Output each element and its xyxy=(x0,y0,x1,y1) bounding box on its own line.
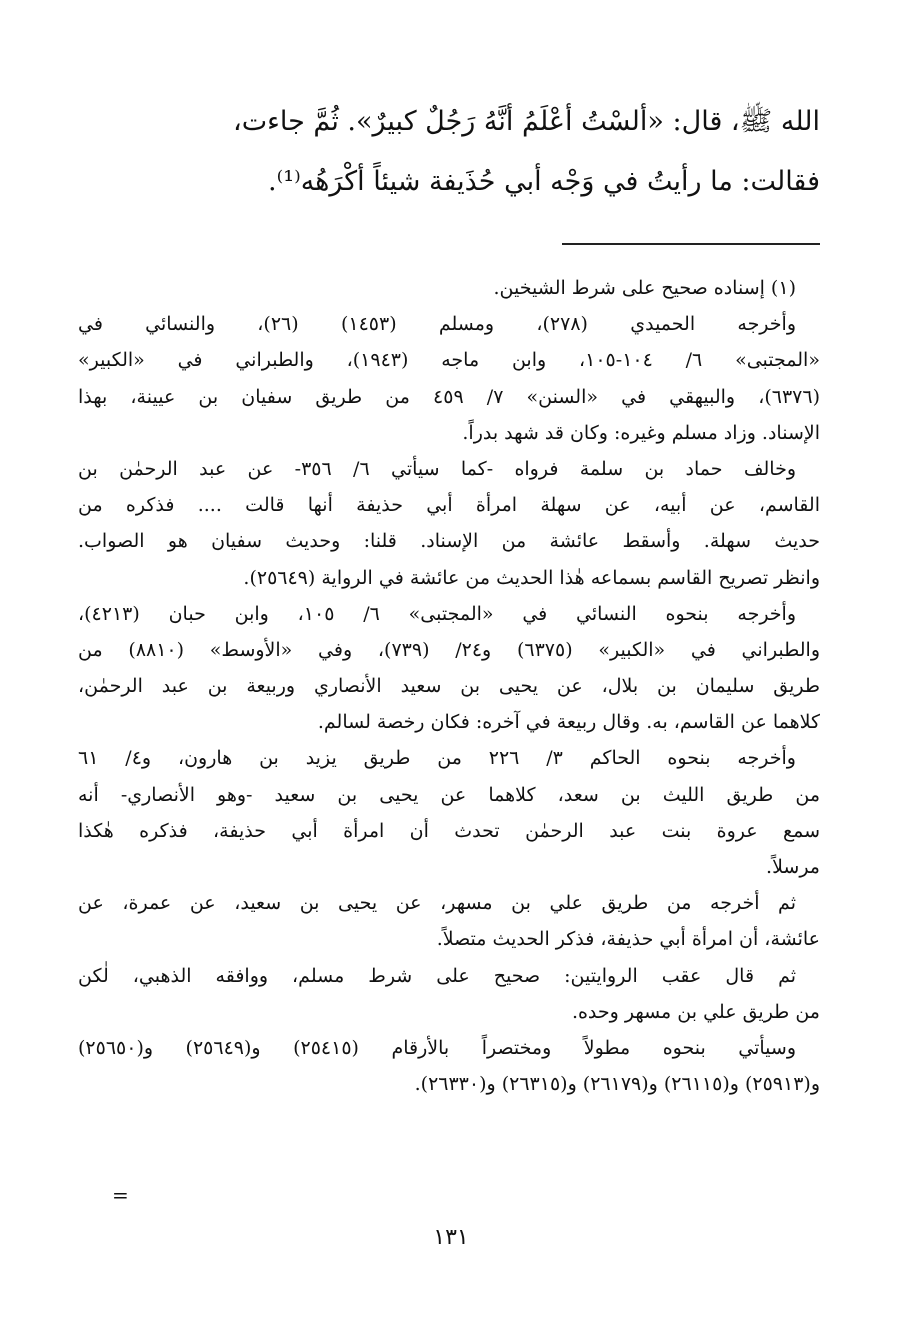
footnote-line: من طريق علي بن مسهر وحده. xyxy=(571,1000,820,1023)
footnote-line: وأخرجه بنحوه الحاكم ٣/ ٢٢٦ من طريق يزيد بن هارون، و٤/ ٦١ xyxy=(78,747,796,770)
footnote-line: الإسناد. وزاد مسلم وغيره: وكان قد شهد بدراً. xyxy=(462,421,820,444)
footnote-line: حديث سهلة. وأسقط عائشة من الإسناد. قلنا: وحديث سفيان هو الصواب. xyxy=(78,530,820,553)
main-text-block xyxy=(78,92,820,212)
footnote-line: وأخرجه الحميدي (٢٧٨)، ومسلم (١٤٥٣) (٢٦)، والنسائي في xyxy=(78,313,796,336)
main-text-line-2: فقالت: ما رأيتُ في وَجْه أبي حُذَيفة شيئاً أكْرَهُه⁽¹⁾. xyxy=(268,166,820,197)
footnote-line: وأخرجه بنحوه النسائي في «المجتبى» ٦/ ١٠٥، وابن حبان (٤٢١٣)، xyxy=(78,602,797,625)
footnote-line: وخالف حماد بن سلمة فرواه -كما سيأتي ٦/ ٣٥٦- عن عبد الرحمٰن بن xyxy=(78,457,796,480)
footnote-line: القاسم، عن أبيه، عن سهلة امرأة أبي حذيفة أنها قالت .... فذكره من xyxy=(78,494,820,517)
footnote-line: (٦٣٧٦)، والبيهقي في «السنن» ٧/ ٤٥٩ من طريق سفيان بن عيينة، بهذا xyxy=(78,385,820,408)
footnote-separator xyxy=(562,243,820,245)
footnote-line: ثم أخرجه من طريق علي بن مسهر، عن يحيى بن سعيد، عن عمرة، عن xyxy=(78,892,796,915)
footnote-line: طريق سليمان بن بلال، عن يحيى بن سعيد الأنصاري وربيعة بن عبد الرحمٰن، xyxy=(78,675,820,698)
footnote-line: (١) إسناده صحيح على شرط الشيخين. xyxy=(493,277,796,299)
footnote-line: والطبراني في «الكبير» (٦٣٧٥) و٢٤/ (٧٣٩)، وفي «الأوسط» (٨٨١٠) من xyxy=(78,638,820,661)
continuation-mark: = xyxy=(112,1183,129,1207)
footnote-line: و(٢٥٩١٣) و(٢٦١١٥) و(٢٦١٧٩) و(٢٦٣١٥) و(٢٦٣٣٠). xyxy=(414,1073,820,1096)
main-paragraph xyxy=(78,92,820,212)
footnote-line: «المجتبى» ٦/ ١٠٤-١٠٥، وابن ماجه (١٩٤٣)، والطبراني في «الكبير» xyxy=(78,349,820,372)
footnotes xyxy=(78,270,820,1102)
footnote-line: وانظر تصريح القاسم بسماعه هٰذا الحديث من عائشة في الرواية (٢٥٦٤٩). xyxy=(243,566,820,589)
page-number: ١٣١ xyxy=(433,1225,469,1250)
footnote-line: عائشة، أن امرأة أبي حذيفة، فذكر الحديث متصلاً. xyxy=(436,928,820,951)
main-text-line-1: الله ﷺ، قال: «ألسْتُ أعْلَمُ أنَّهُ رَجُلٌ كبيرٌ». ثُمَّ جاءت، xyxy=(233,106,820,137)
footnote-line: مرسلاً. xyxy=(766,856,820,878)
footnote-line: من طريق الليث بن سعد، كلاهما عن يحيى بن سعيد -وهو الأنصاري- أنه xyxy=(78,783,820,806)
footnote-line: سمع عروة بنت عبد الرحمٰن تحدث أن امرأة أبي حذيفة، فذكره هٰكذا xyxy=(78,819,820,842)
footnote-line: كلاهما عن القاسم، به. وقال ربيعة في آخره: فكان رخصة لسالم. xyxy=(317,711,820,734)
footnote-line: ثم قال عقب الروايتين: صحيح على شرط مسلم، ووافقه الذهبي، لٰكن xyxy=(78,964,796,987)
footnote-line: وسيأتي بنحوه مطولاً ومختصراً بالأرقام (٢٥٤١٥) و(٢٥٦٤٩) و(٢٥٦٥٠) xyxy=(78,1036,797,1059)
